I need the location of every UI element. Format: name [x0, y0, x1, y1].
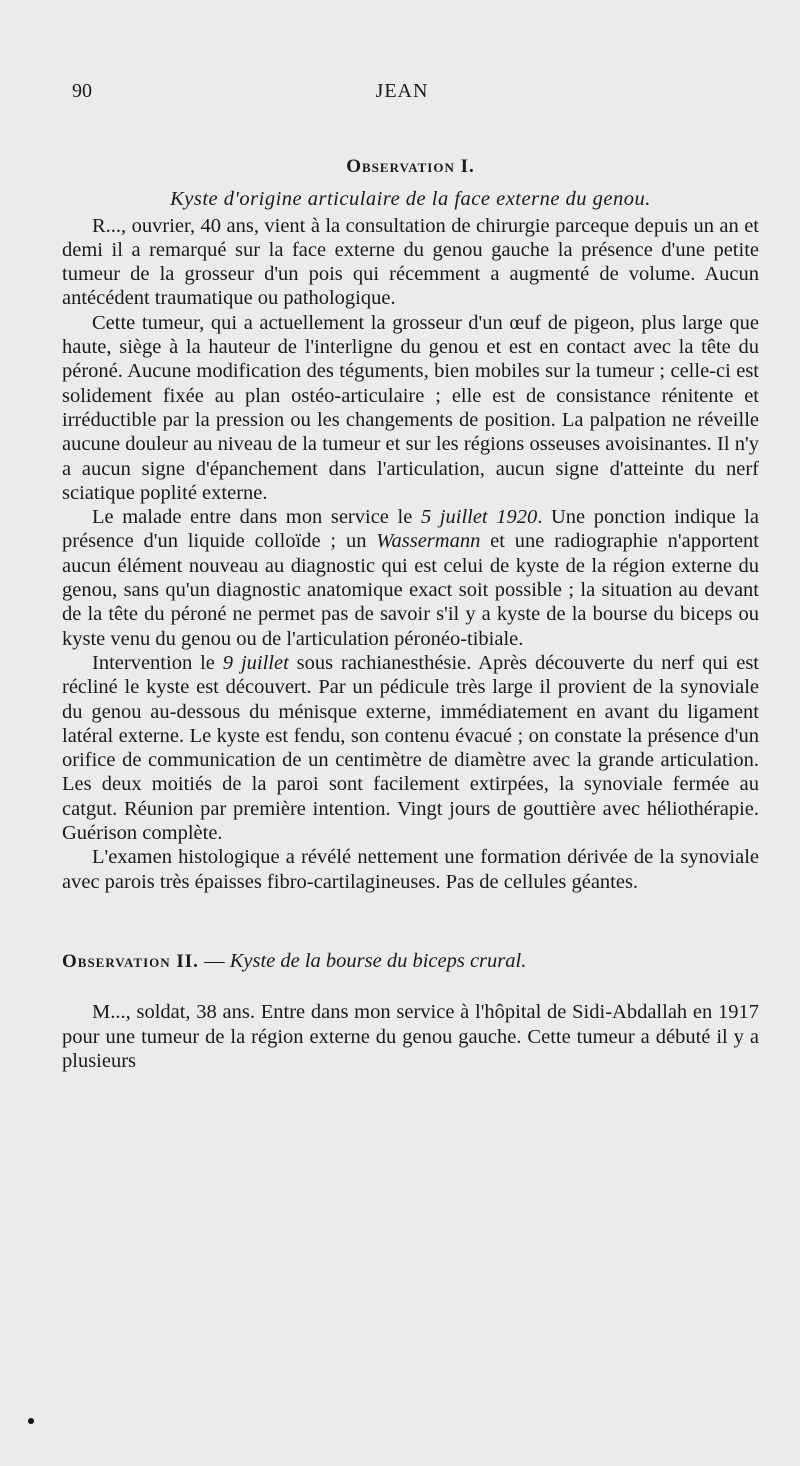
observation-2-title: Kyste de la bourse du biceps crural. — [229, 949, 527, 972]
paragraph-3-part-b: . Une ponction indique la présence d'un liquide colloïde ; un — [62, 506, 759, 553]
observation-2-label: Observation II. — [62, 950, 199, 972]
paragraph-2: Cette tumeur, qui a actuellement la grosseur d'un œuf de pigeon, plus large que haute, siège à la hauteur de l'interligne du genou et est en contact avec la tête du péroné. Aucune modification des téguments, bien mobiles sur la tumeur ; celle-ci est solidement fixée au plan ostéo-articulaire ; elle est de consistance rénitente et irréductible par la pression ou les changements de position. La palpation ne réveille aucune douleur au niveau de la tumeur et sur les régions osseuses avoisinantes. Il n'y a aucun signe d'épanchement dans l'articulation, aucun signe d'atteinte du nerf sciatique poplité externe. — [62, 311, 759, 504]
page-number: 90 — [72, 80, 92, 102]
page-body — [62, 155, 759, 1073]
observation-2-paragraph: M..., soldat, 38 ans. Entre dans mon service à l'hôpital de Sidi-Abdallah en 1917 pour une tumeur de la région externe du genou gauche. Cette tumeur a débuté il y a plusieurs — [62, 1001, 759, 1072]
paragraph-4-part-b: sous rachianesthésie. Après découverte du nerf qui est récliné le kyste est découvert. Par un pédicule très large il provient de la synoviale du genou au-dessous du ménisque externe, immédiatement en avant du ligament latéral externe. Le kyste est fendu, son contenu évacué ; on constate la présence d'un orifice de communication de un centimètre de diamètre avec la grande articulation. Les deux moitiés de la paroi sont facilement extirpées, la synoviale fermée au catgut. Réunion par première intention. Vingt jours de gouttière avec héliothérapie. Guérison complète. — [62, 651, 760, 845]
observation-2-dash: — — [198, 949, 230, 972]
paragraph-3 — [62, 505, 759, 651]
paragraph-3-part-a: Le malade entre dans mon service le — [92, 506, 421, 529]
paragraph-1: R..., ouvrier, 40 ans, vient à la consultation de chirurgie parceque depuis un an et demi il a remarqué sur la face externe du genou gauche la présence d'une petite tumeur de la grosseur d'un pois qui récemment a augmenté de volume. Aucun antécédent traumatique ou pathologique. — [62, 214, 759, 310]
observation-1-subtitle: Kyste d'origine articulaire de la face externe du genou. — [170, 188, 651, 211]
paragraph-5: L'examen histologique a révélé nettement une formation dérivée de la synoviale avec parois très épaisses fibro-cartilagineuses. Pas de cellules géantes. — [62, 846, 759, 893]
observation-1-heading: Observation I. — [346, 156, 475, 177]
wassermann-term: Wassermann — [376, 530, 481, 553]
ink-spot — [28, 1418, 34, 1424]
intervention-date: 9 juillet — [222, 651, 289, 674]
paragraph-4 — [62, 651, 759, 845]
running-head: JEAN — [375, 80, 429, 102]
admission-date: 5 juillet 1920 — [420, 506, 538, 529]
paragraph-3-part-c: et une radiographie n'apportent aucun élément nouveau au diagnostic qui est celui de kyste de la région externe du genou, sans qu'un diagnostic anatomique exact soit possible ; la situation au devant de la tête du péroné ne permet pas de savoir s'il y a kyste de la bourse du biceps ou kyste venu du genou ou de l'articulation péronéo-tibiale. — [62, 530, 760, 650]
observation-2-heading — [62, 949, 759, 974]
page-header — [72, 80, 732, 110]
paragraph-4-part-a: Intervention le — [92, 651, 223, 674]
